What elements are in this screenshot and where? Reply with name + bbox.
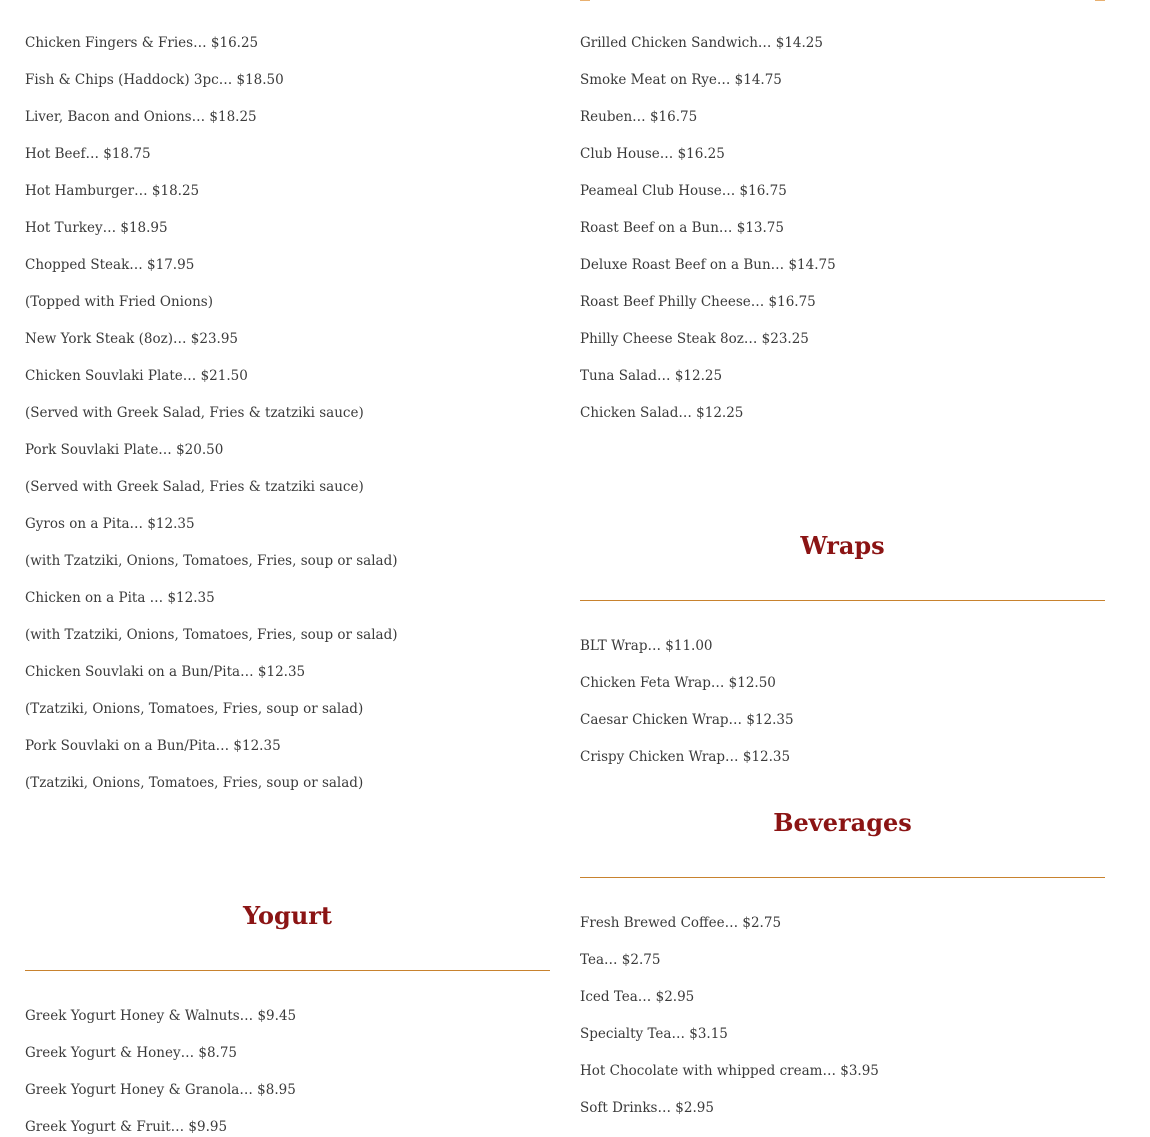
beverages-heading: Beverages	[773, 808, 912, 837]
menu-item: Grilled Chicken Sandwich… $14.25	[580, 35, 823, 51]
yogurt-heading: Yogurt	[242, 901, 332, 930]
beverages-divider	[580, 877, 1105, 878]
menu-item: (with Tzatziki, Onions, Tomatoes, Fries, soup or salad)	[25, 553, 398, 569]
top-accent-left	[580, 0, 590, 1]
menu-item: (Served with Greek Salad, Fries & tzatziki sauce)	[25, 405, 364, 421]
menu-item: Hot Turkey… $18.95	[25, 220, 168, 236]
menu-item: BLT Wrap… $11.00	[580, 638, 713, 654]
yogurt-divider	[25, 970, 550, 971]
menu-item: Chicken Salad… $12.25	[580, 405, 744, 421]
menu-item: (Tzatziki, Onions, Tomatoes, Fries, soup or salad)	[25, 775, 364, 791]
menu-item: Hot Hamburger… $18.25	[25, 183, 200, 199]
menu-item: Philly Cheese Steak 8oz… $23.25	[580, 331, 809, 347]
menu-item: Chicken Souvlaki Plate… $21.50	[25, 368, 248, 384]
menu-item: Greek Yogurt Honey & Granola… $8.95	[25, 1082, 296, 1098]
menu-item: Greek Yogurt & Honey… $8.75	[25, 1045, 238, 1061]
menu-item: Tea… $2.75	[580, 952, 661, 968]
menu-item: Peameal Club House… $16.75	[580, 183, 787, 199]
menu-item: Greek Yogurt & Fruit… $9.95	[25, 1119, 228, 1135]
menu-item: (with Tzatziki, Onions, Tomatoes, Fries, soup or salad)	[25, 627, 398, 643]
menu-item: Iced Tea… $2.95	[580, 989, 695, 1005]
menu-item: Chicken Feta Wrap… $12.50	[580, 675, 776, 691]
menu-item: Crispy Chicken Wrap… $12.35	[580, 749, 791, 765]
menu-item: Roast Beef on a Bun… $13.75	[580, 220, 784, 236]
menu-item: Tuna Salad… $12.25	[580, 368, 723, 384]
menu-item: (Served with Greek Salad, Fries & tzatziki sauce)	[25, 479, 364, 495]
menu-item: (Topped with Fried Onions)	[25, 294, 213, 310]
menu-item: Smoke Meat on Rye… $14.75	[580, 72, 782, 88]
menu-item: Chicken Fingers & Fries… $16.25	[25, 35, 259, 51]
menu-item: Chopped Steak… $17.95	[25, 257, 195, 273]
wraps-divider	[580, 600, 1105, 601]
menu-item: Caesar Chicken Wrap… $12.35	[580, 712, 794, 728]
menu-item: Gyros on a Pita… $12.35	[25, 516, 195, 532]
menu-item: Chicken Souvlaki on a Bun/Pita… $12.35	[25, 664, 306, 680]
menu-item: Hot Chocolate with whipped cream… $3.95	[580, 1063, 879, 1079]
menu-item: Pork Souvlaki on a Bun/Pita… $12.35	[25, 738, 281, 754]
menu-item: Fresh Brewed Coffee… $2.75	[580, 915, 782, 931]
menu-item: Liver, Bacon and Onions… $18.25	[25, 109, 257, 125]
menu-item: Deluxe Roast Beef on a Bun… $14.75	[580, 257, 836, 273]
menu-item: Pork Souvlaki Plate… $20.50	[25, 442, 224, 458]
menu-item: New York Steak (8oz)… $23.95	[25, 331, 239, 347]
menu-item: Specialty Tea… $3.15	[580, 1026, 728, 1042]
menu-item: Reuben… $16.75	[580, 109, 698, 125]
menu-item: Roast Beef Philly Cheese… $16.75	[580, 294, 816, 310]
menu-item: Fish & Chips (Haddock) 3pc… $18.50	[25, 72, 284, 88]
wraps-heading: Wraps	[800, 531, 885, 560]
menu-item: Hot Beef… $18.75	[25, 146, 151, 162]
menu-item: Club House… $16.25	[580, 146, 725, 162]
top-accent-right	[1095, 0, 1105, 1]
menu-item: Soft Drinks… $2.95	[580, 1100, 714, 1116]
menu-item: Greek Yogurt Honey & Walnuts… $9.45	[25, 1008, 297, 1024]
menu-item: Chicken on a Pita … $12.35	[25, 590, 215, 606]
menu-item: (Tzatziki, Onions, Tomatoes, Fries, soup or salad)	[25, 701, 364, 717]
